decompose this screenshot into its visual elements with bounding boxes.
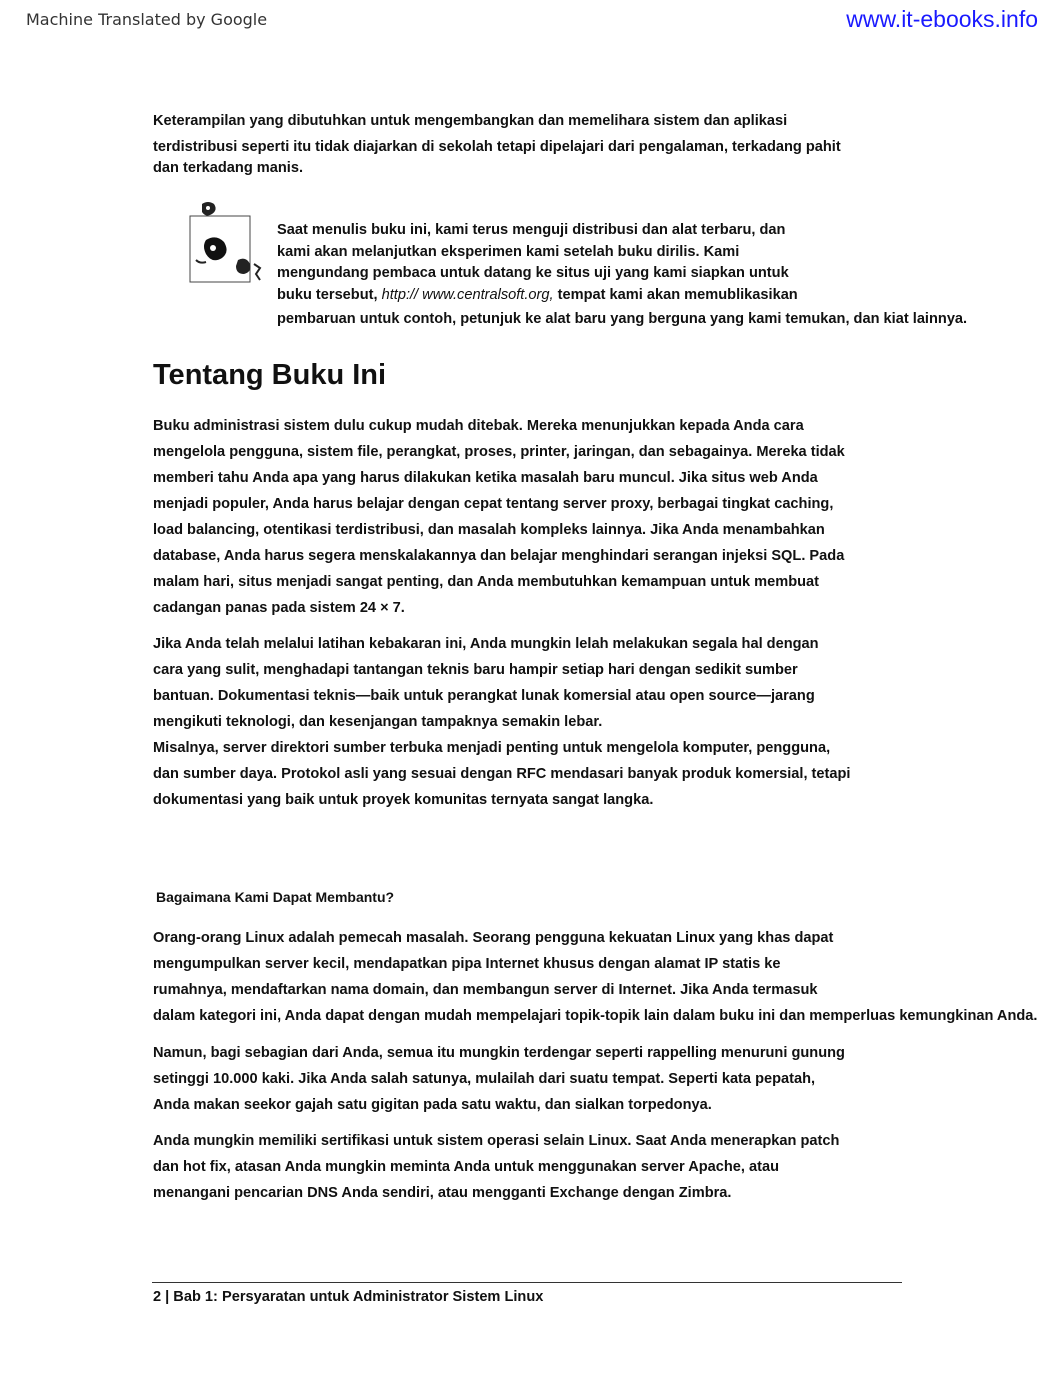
text-line: cadangan panas pada sistem 24 × 7.: [153, 600, 405, 616]
text-line: Orang-orang Linux adalah pemecah masalah. Seorang pengguna kekuatan Linux yang khas dapat: [153, 930, 834, 946]
text-line: dalam kategori ini, Anda dapat dengan mudah mempelajari topik-topik lain dalam buku ini dan memperluas kemungkinan Anda.: [153, 1008, 1038, 1024]
text-line: menangani pencarian DNS Anda sendiri, atau mengganti Exchange dengan Zimbra.: [153, 1185, 732, 1201]
note-line4-suffix: tempat kami akan memublikasikan: [553, 287, 798, 303]
machine-translated-label: Machine Translated by Google: [26, 10, 268, 29]
text-line: Buku administrasi sistem dulu cukup mudah ditebak. Mereka menunjukkan kepada Anda cara: [153, 418, 804, 434]
text-line: Jika Anda telah melalui latihan kebakaran ini, Anda mungkin lelah melakukan segala hal dengan: [153, 636, 819, 652]
page-footer: 2 | Bab 1: Persyaratan untuk Administrator Sistem Linux: [153, 1289, 544, 1305]
text-line: terdistribusi seperti itu tidak diajarkan di sekolah tetapi dipelajari dari pengalaman, terkadang pahit: [153, 139, 841, 155]
text-line: Anda makan seekor gajah satu gigitan pada satu waktu, dan sialkan torpedonya.: [153, 1097, 712, 1113]
text-line: Anda mungkin memiliki sertifikasi untuk sistem operasi selain Linux. Saat Anda menerapkan patch: [153, 1133, 840, 1149]
text-line: dokumentasi yang baik untuk proyek komunitas ternyata sangat langka.: [153, 792, 654, 808]
centralsoft-url-link[interactable]: http:// www.centralsoft.org,: [381, 287, 554, 303]
text-line: setinggi 10.000 kaki. Jika Anda salah satunya, mulailah dari suatu tempat. Seperti kata pepatah,: [153, 1071, 816, 1087]
text-line: rumahnya, mendaftarkan nama domain, dan membangun server di Internet. Jika Anda termasuk: [153, 982, 818, 998]
text-line: database, Anda harus segera menskalakannya dan belajar menghindari serangan injeksi SQL. Pada: [153, 548, 845, 564]
section-title: Tentang Buku Ini: [153, 359, 387, 391]
text-line: menjadi populer, Anda harus belajar dengan cepat tentang server proxy, berbagai tingkat caching,: [153, 496, 834, 512]
note-line4-prefix: buku tersebut,: [277, 287, 382, 303]
text-line: dan hot fix, atasan Anda mungkin meminta Anda untuk menggunakan server Apache, atau: [153, 1159, 780, 1175]
text-line: Keterampilan yang dibutuhkan untuk mengembangkan dan memelihara sistem dan aplikasi: [153, 113, 788, 129]
note-line: pembaruan untuk contoh, petunjuk ke alat baru yang berguna yang kami temukan, dan kiat lainnya.: [277, 311, 968, 327]
text-line: bantuan. Dokumentasi teknis—baik untuk perangkat lunak komersial atau open source—jarang: [153, 688, 815, 704]
note-line: kami akan melanjutkan eksperimen kami setelah buku dirilis. Kami: [277, 244, 740, 260]
subsection-title: Bagaimana Kami Dapat Membantu?: [156, 889, 395, 905]
footer-divider: [152, 1282, 902, 1283]
note-line: mengundang pembaca untuk datang ke situs uji yang kami siapkan untuk: [277, 265, 789, 281]
text-line: Namun, bagi sebagian dari Anda, semua itu mungkin terdengar seperti rappelling menuruni gunung: [153, 1045, 845, 1061]
owl-tip-icon: [188, 200, 270, 290]
note-line: [277, 286, 798, 304]
text-line: Misalnya, server direktori sumber terbuka menjadi penting untuk mengelola komputer, pengguna,: [153, 740, 831, 756]
it-ebooks-link[interactable]: www.it-ebooks.info: [846, 6, 1038, 32]
text-line: load balancing, otentikasi terdistribusi, dan masalah kompleks lainnya. Jika Anda menambahkan: [153, 522, 825, 538]
text-line: dan sumber daya. Protokol asli yang sesuai dengan RFC mendasari banyak produk komersial, tetapi: [153, 766, 851, 782]
text-line: cara yang sulit, menghadapi tantangan teknis baru hampir setiap hari dengan sedikit sumber: [153, 662, 798, 678]
text-line: mengikuti teknologi, dan kesenjangan tampaknya semakin lebar.: [153, 714, 603, 730]
text-line: malam hari, situs menjadi sangat penting, dan Anda membutuhkan kemampuan untuk membuat: [153, 574, 820, 590]
text-line: dan terkadang manis.: [153, 160, 304, 176]
note-line: Saat menulis buku ini, kami terus menguji distribusi dan alat terbaru, dan: [277, 222, 786, 238]
text-line: mengelola pengguna, sistem file, perangkat, proses, printer, jaringan, dan sebagainya. Mereka tidak: [153, 444, 845, 460]
text-line: mengumpulkan server kecil, mendapatkan pipa Internet khusus dengan alamat IP statis ke: [153, 956, 781, 972]
text-line: memberi tahu Anda apa yang harus dilakukan ketika masalah baru muncul. Jika situs web Anda: [153, 470, 818, 486]
